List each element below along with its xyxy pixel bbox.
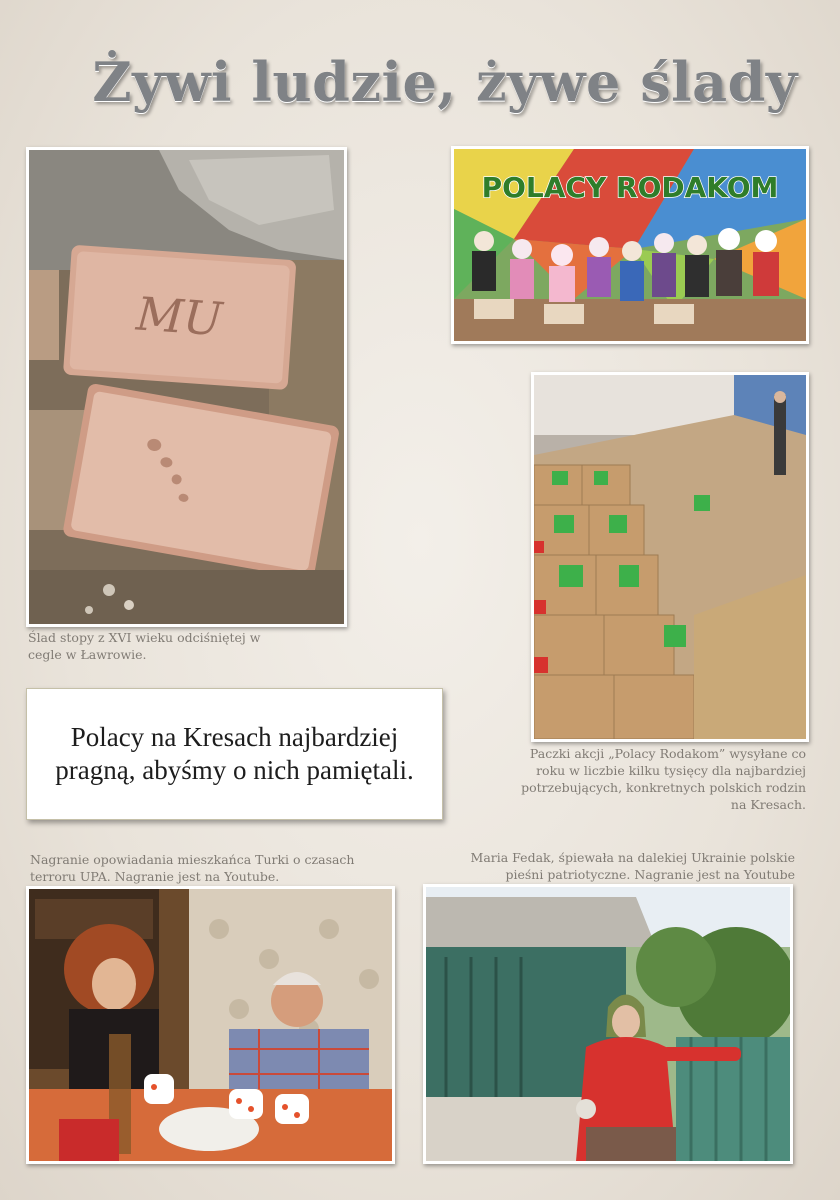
brick-caption: Ślad stopy z XVI wieku odciśniętej w cegle w Ławrowie. [28,630,261,662]
fedak-recording-photo[interactable] [423,884,793,1164]
parcels-caption: Paczki akcji „Polacy Rodakom” wysyłane co roku w liczbie kilku tysięcy dla najbardziej potrzebujących, konkretnych polskich rodzin na Kresach. [521,746,806,812]
quote-text: Polacy na Kresach najbardziej pragną, abyśmy o nich pamiętali. [55,722,414,785]
quote-box [26,688,443,820]
turka-caption: Nagranie opowiadania mieszkańca Turki o czasach terroru UPA. Nagranie jest na Youtube. [30,852,355,884]
polacy-rodakom-banner [451,146,809,344]
turka-recording-photo[interactable] [26,886,395,1164]
banner-title: POLACY RODAKOM [481,171,779,204]
fedak-caption: Maria Fedak, śpiewała na dalekiej Ukrainie polskie pieśni patriotyczne. Nagranie jest na Youtube [470,850,795,882]
brick-engraving: MU [134,286,224,347]
page-title: Żywi ludzie, żywe ślady [92,50,798,114]
parcels-photo [531,372,809,742]
brick-photo [26,147,347,627]
